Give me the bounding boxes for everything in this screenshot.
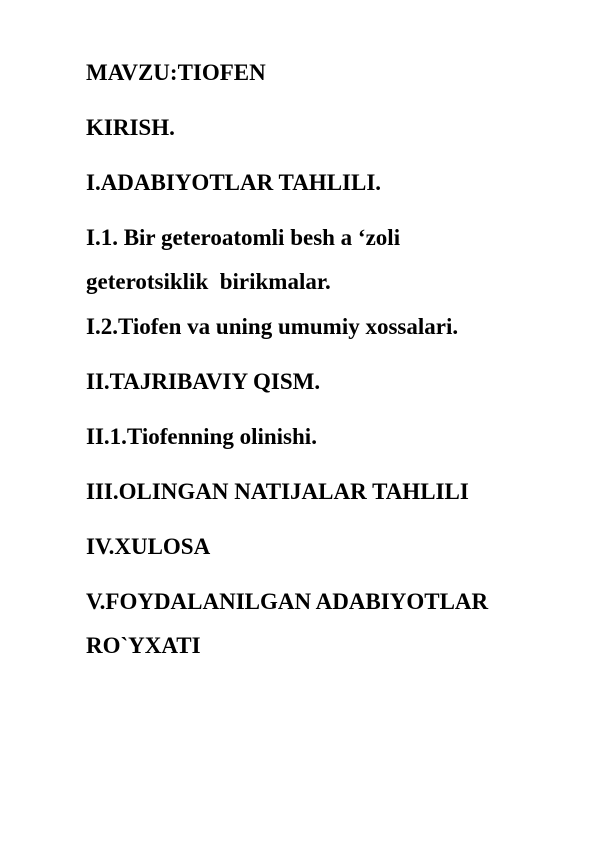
outline-item-2: II.TAJRIBAVIY QISM. xyxy=(86,369,321,394)
outline-item-kirish: KIRISH. xyxy=(86,115,175,140)
outline-item-5: V.FOYDALANILGAN ADABIYOTLAR xyxy=(86,589,489,614)
outline-item-1-1: I.1. Bir geteroatomli besh a ‘zoli xyxy=(86,225,401,250)
outline-item-5-cont: RO`YXATI xyxy=(86,633,201,658)
outline-item-1-1-cont: geterotsiklik birikmalar. xyxy=(86,269,331,294)
outline-item-1: I.ADABIYOTLAR TAHLILI. xyxy=(86,170,382,195)
document-title: MAVZU:TIOFEN xyxy=(86,60,266,85)
outline-item-1-2: I.2.Tiofen va uning umumiy xossalari. xyxy=(86,314,459,339)
outline-item-4: IV.XULOSA xyxy=(86,534,211,559)
outline-item-3: III.OLINGAN NATIJALAR TAHLILI xyxy=(86,479,469,504)
outline-item-2-1: II.1.Tiofenning olinishi. xyxy=(86,424,317,449)
